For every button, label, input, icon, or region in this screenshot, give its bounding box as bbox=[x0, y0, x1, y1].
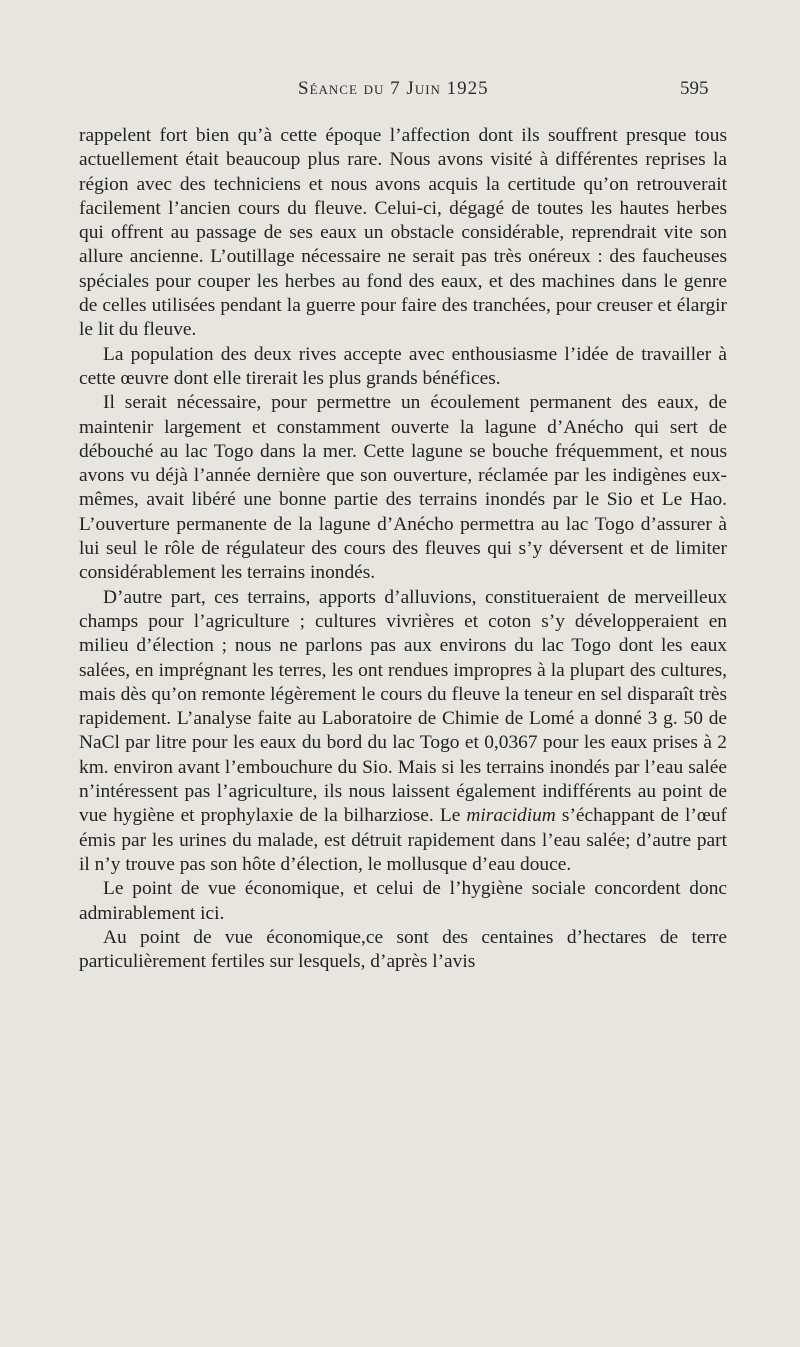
paragraph-3: Il serait nécessaire, pour permettre un écoulement permanent des eaux, de maintenir largement et constamment ouverte la lagune d’Anécho qui sert de débouché au lac Togo dans la mer. Cette lagune se bouche fréquemment, et nous avons vu déjà l’année dernière que son ouverture, réclamée par les indigènes eux-mêmes, avait libéré une bonne partie des terrains inondés par le Sio et Le Hao. L’ouverture permanente de la lagune d’Anécho permettra au lac Togo d’assurer à lui seul le rôle de régulateur des cours des fleuves qui s’y déversent et de limiter considérablement les terrains inondés. bbox=[79, 392, 727, 584]
page-number: 595 bbox=[680, 78, 709, 99]
paragraph-6: Au point de vue économique,ce sont des centaines d’hectares de terre particulièrement fertiles sur lesquels, d’après l’avis bbox=[79, 926, 727, 973]
paragraph-4 bbox=[79, 586, 727, 878]
body-text bbox=[79, 124, 727, 974]
paragraph-5: Le point de vue économique, et celui de l’hygiène sociale concordent donc admirablement ici. bbox=[79, 878, 727, 924]
paragraph-2: La population des deux rives accepte avec enthousiasme l’idée de travailler à cette œuvre dont elle tirerait les plus grands bénéfices. bbox=[79, 343, 727, 389]
paragraph-4-before-italic: D’autre part, ces terrains, apports d’alluvions, constitueraient de merveilleux champs pour l’agriculture ; cultures vivrières et coton s’y développeraient en milieu d’élection ; nous ne parlons pas aux environs du lac Togo dont les eaux salées, en imprégnant les terres, les ont rendues impropres à la plupart des cultures, mais dès qu’on remonte légèrement le cours du fleuve la teneur en sel disparaît très rapidement. L’analyse faite au Laboratoire de Chimie de Lomé a donné 3 g. 50 de NaCl par litre pour les eaux du bord du lac Togo et 0,0367 pour les eaux prises à 2 km. environ avant l’embouchure du Sio. Mais si les terrains inondés par l’eau salée n’intéressent pas l’agriculture, ils nous laissent également indifférents au point de vue hygiène et prophylaxie de la bilharziose. Le bbox=[79, 586, 727, 827]
paragraph-4-italic-term: miracidium bbox=[466, 805, 556, 827]
page-header bbox=[0, 78, 800, 108]
running-head: Séance du 7 Juin 1925 bbox=[298, 78, 489, 99]
paragraph-1: rappelent fort bien qu’à cette époque l’affection dont ils souffrent presque tous actuellement était beaucoup plus rare. Nous avons visité à différentes reprises la région avec des techniciens et nous avons acquis la certitude qu’on retrouverait facilement l’ancien cours du fleuve. Celui-ci, dégagé de toutes les hautes herbes qui offrent au passage de ses eaux un obstacle considérable, reprendrait vite son allure ancienne. L’outillage nécessaire ne serait pas très onéreux : des faucheuses spéciales pour couper les herbes au fond des eaux, et des machines dans le genre de celles utilisées pendant la guerre pour faire des tranchées, pour creuser et élargir le lit du fleuve. bbox=[79, 125, 727, 341]
paragraph-4-after-italic: s’échappant de l’œuf émis par les urines du malade, est détruit rapidement dans l’eau salée; d’autre part il n’y trouve pas son hôte d’élection, le mollusque d’eau douce. bbox=[79, 805, 727, 875]
